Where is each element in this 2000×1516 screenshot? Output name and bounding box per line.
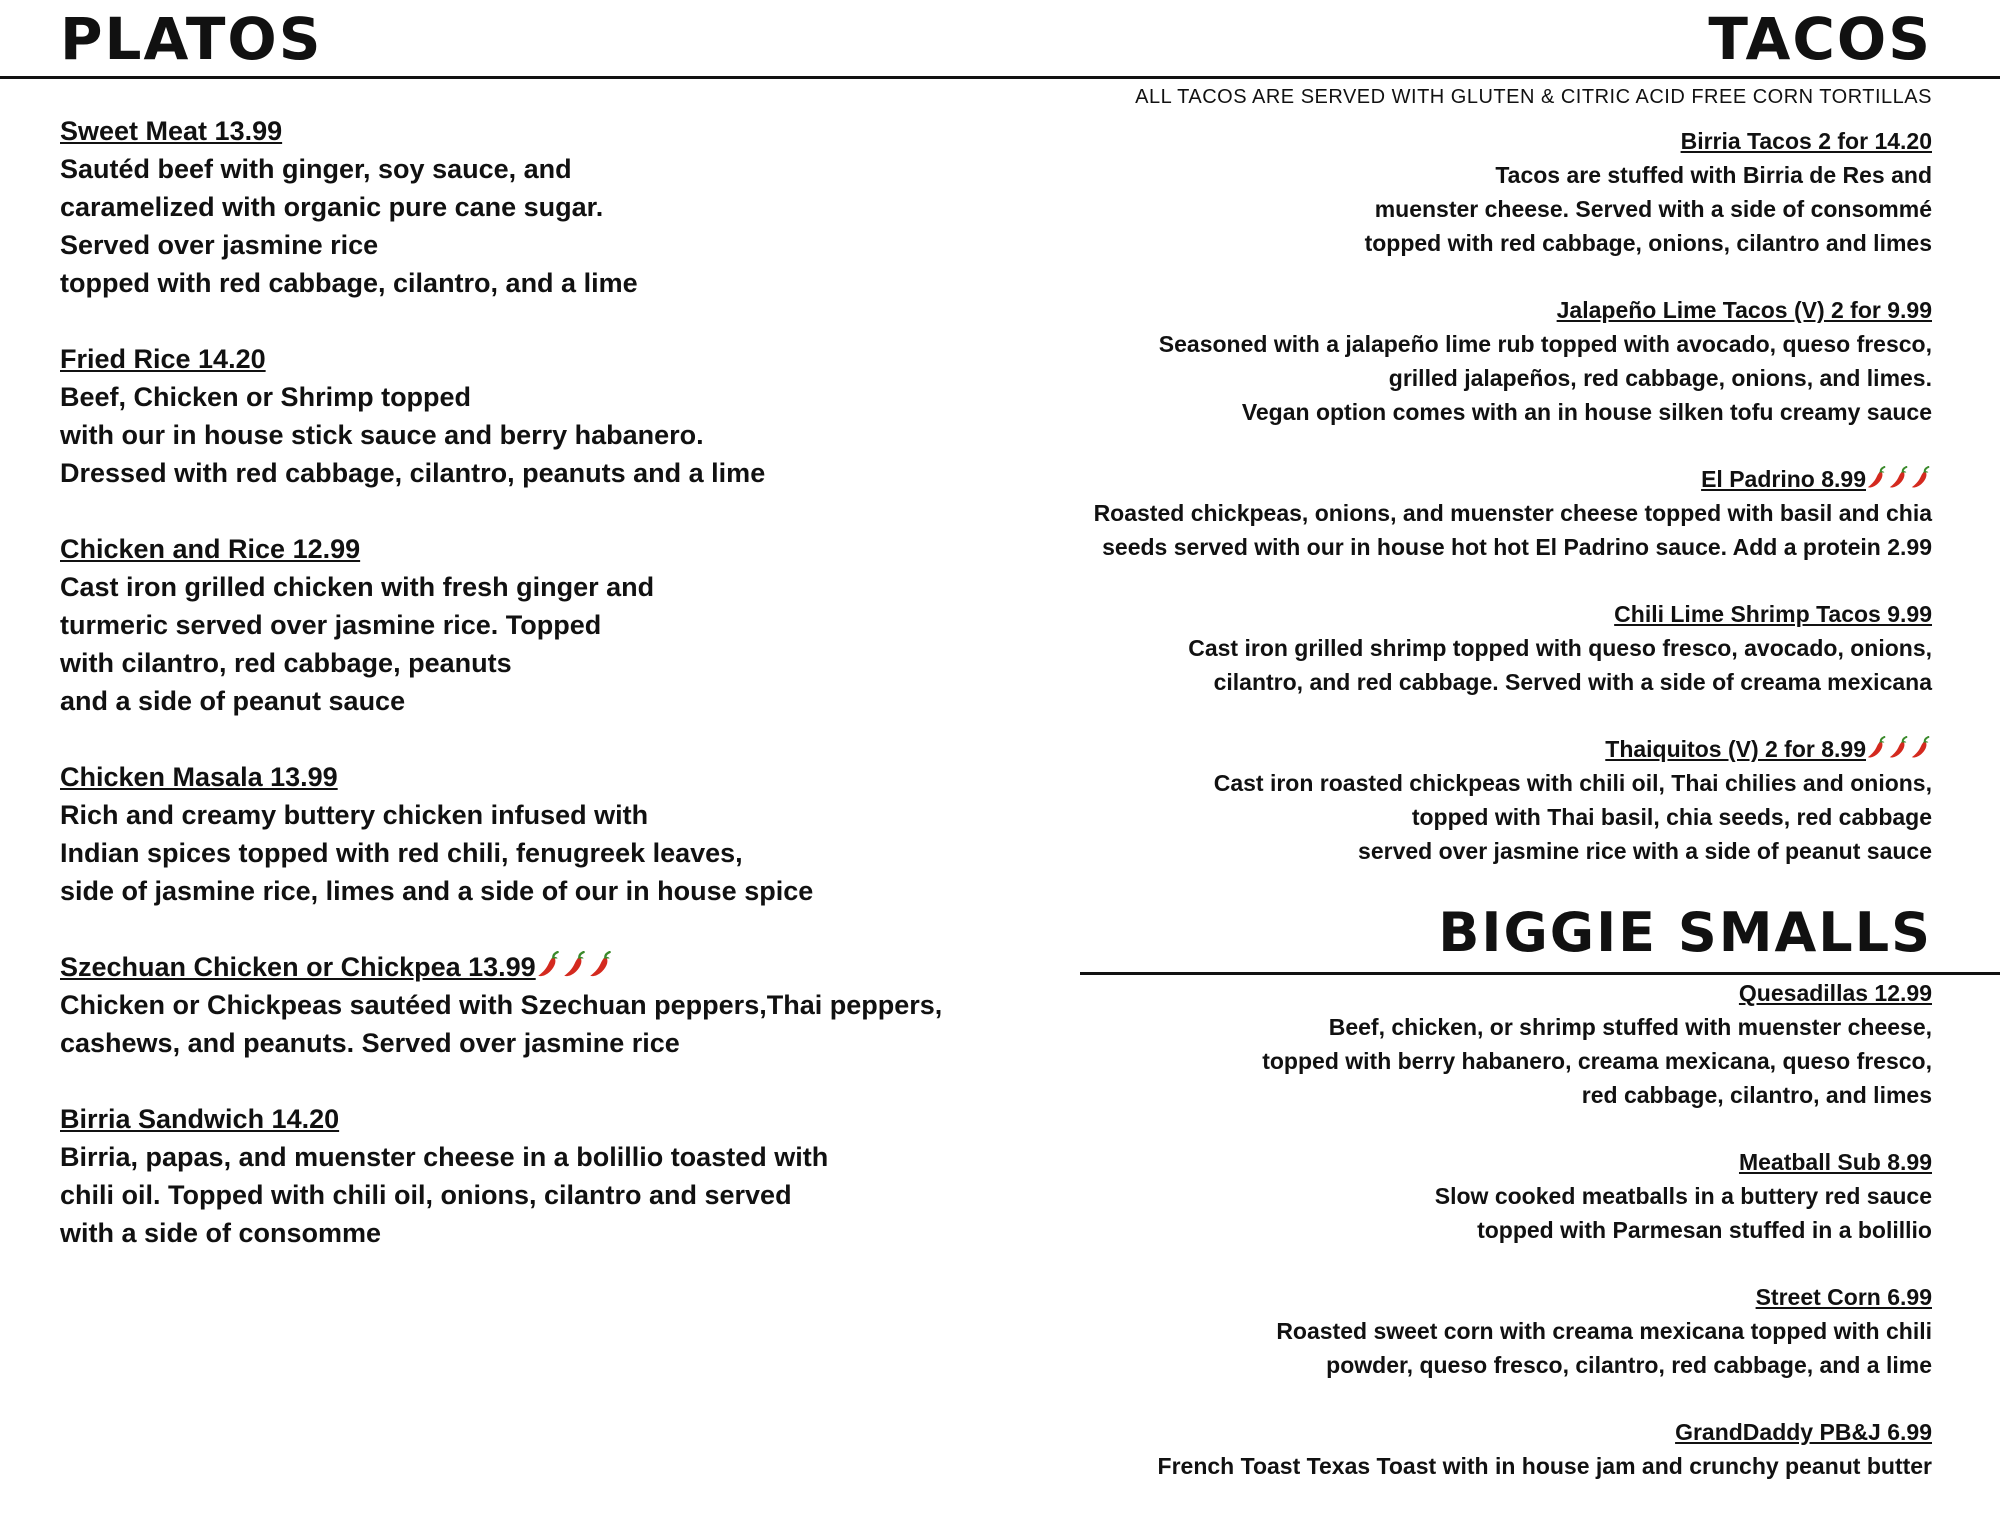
chili-pepper-icon — [562, 948, 588, 986]
item-desc-line: Dressed with red cabbage, cilantro, peanuts and a lime — [60, 458, 766, 488]
item-name: Thaiquitos (V) 2 for 8.99 — [1605, 736, 1866, 762]
item-name: Szechuan Chicken or Chickpea 13.99 — [60, 952, 536, 982]
menu-item-jalapeno-lime-tacos — [932, 293, 1932, 429]
biggie-smalls-section — [932, 976, 1932, 1516]
spicy-rating — [1866, 466, 1932, 492]
item-desc-line: Cast iron grilled chicken with fresh ginger and — [60, 572, 655, 602]
biggie-smalls-heading: BIGGIE SMALLS — [1438, 901, 1932, 964]
chili-pepper-icon — [1888, 462, 1910, 496]
chili-pepper-icon — [1888, 732, 1910, 766]
item-desc-line: Served over jasmine rice — [60, 230, 379, 260]
item-name: Meatball Sub 8.99 — [1738, 1149, 1932, 1175]
item-desc-line: Seasoned with a jalapeño lime rub topped with avocado, queso fresco, — [1158, 331, 1932, 357]
item-name: Chicken and Rice 12.99 — [60, 534, 361, 564]
item-desc-line: turmeric served over jasmine rice. Topped — [60, 610, 602, 640]
menu-item-sweet-meat — [60, 112, 1040, 302]
item-desc-line: Birria, papas, and muenster cheese in a bolillio toasted with — [60, 1142, 829, 1172]
item-desc-line: Cast iron roasted chickpeas with chili oil, Thai chilies and onions, — [1213, 770, 1932, 796]
item-desc-line: Beef, Chicken or Shrimp topped — [60, 382, 472, 412]
menu-item-street-corn — [932, 1280, 1932, 1382]
item-desc-line: side of jasmine rice, limes and a side of our in house spice — [60, 876, 814, 906]
item-desc-line: topped with red cabbage, onions, cilantro and limes — [1364, 230, 1932, 256]
item-name: Birria Sandwich 14.20 — [60, 1104, 340, 1134]
item-desc-line: with our in house stick sauce and berry habanero. — [60, 420, 704, 450]
tacos-section — [932, 124, 1932, 901]
item-name: GrandDaddy PB&J 6.99 — [1675, 1419, 1932, 1445]
item-desc-line: chili oil. Topped with chili oil, onions, cilantro and served — [60, 1180, 792, 1210]
item-desc-line: Rich and creamy buttery chicken infused with — [60, 800, 649, 830]
item-name: El Padrino 8.99 — [1701, 466, 1866, 492]
chili-pepper-icon — [1910, 462, 1932, 496]
item-desc-line: Beef, chicken, or shrimp stuffed with muenster cheese, — [1328, 1014, 1932, 1040]
item-desc-line: Slow cooked meatballs in a buttery red sauce — [1434, 1183, 1932, 1209]
chili-pepper-icon — [1866, 732, 1888, 766]
item-name: Chicken Masala 13.99 — [60, 762, 338, 792]
item-desc-line: Sautéd beef with ginger, soy sauce, and — [60, 154, 572, 184]
biggie-smalls-divider — [1080, 972, 2000, 975]
item-desc-line: powder, queso fresco, cilantro, red cabbage, and a lime — [1326, 1352, 1932, 1378]
item-desc-line: seeds served with our in house hot hot El Padrino sauce. Add a protein 2.99 — [1102, 534, 1932, 560]
item-desc-line: cilantro, and red cabbage. Served with a side of creama mexicana — [1213, 669, 1932, 695]
item-name-row — [60, 948, 1040, 986]
chili-pepper-icon — [1910, 732, 1932, 766]
chili-pepper-icon — [1866, 462, 1888, 496]
item-desc-line: Roasted chickpeas, onions, and muenster cheese topped with basil and chia — [1093, 500, 1932, 526]
menu-item-chicken-and-rice — [60, 530, 1040, 720]
item-desc-line: red cabbage, cilantro, and limes — [1581, 1082, 1932, 1108]
chili-pepper-icon — [536, 948, 562, 986]
item-desc-line: French Toast Texas Toast with in house jam and crunchy peanut butter — [1157, 1453, 1932, 1479]
item-desc-line: grilled jalapeños, red cabbage, onions, and limes. — [1388, 365, 1932, 391]
item-desc-line: caramelized with organic pure cane sugar. — [60, 192, 604, 222]
item-name: Fried Rice 14.20 — [60, 344, 266, 374]
item-name: Jalapeño Lime Tacos (V) 2 for 9.99 — [1556, 297, 1932, 323]
menu-item-birria-sandwich — [60, 1100, 1040, 1252]
item-name-row — [932, 462, 1932, 496]
item-desc-line: Tacos are stuffed with Birria de Res and — [1495, 162, 1932, 188]
menu-item-szechuan — [60, 948, 1040, 1062]
item-name: Birria Tacos 2 for 14.20 — [1680, 128, 1932, 154]
menu-item-granddaddy-pbj — [932, 1415, 1932, 1483]
item-desc-line: topped with Parmesan stuffed in a bolillio — [1477, 1217, 1932, 1243]
item-desc-line: cashews, and peanuts. Served over jasmine rice — [60, 1028, 680, 1058]
menu-item-birria-tacos — [932, 124, 1932, 260]
tacos-note: ALL TACOS ARE SERVED WITH GLUTEN & CITRIC ACID FREE CORN TORTILLAS — [1135, 86, 1932, 108]
chili-pepper-icon — [588, 948, 614, 986]
tacos-heading: TACOS — [1708, 5, 1932, 73]
item-name: Street Corn 6.99 — [1755, 1284, 1932, 1310]
item-desc-line: served over jasmine rice with a side of peanut sauce — [1358, 838, 1932, 864]
item-desc-line: muenster cheese. Served with a side of consommé — [1374, 196, 1932, 222]
menu-item-chicken-masala — [60, 758, 1040, 910]
item-desc-line: Cast iron grilled shrimp topped with queso fresco, avocado, onions, — [1188, 635, 1932, 661]
item-name: Quesadillas 12.99 — [1738, 980, 1932, 1006]
item-desc-line: Roasted sweet corn with creama mexicana topped with chili — [1276, 1318, 1932, 1344]
item-desc-line: with a side of consomme — [60, 1218, 382, 1248]
platos-section — [60, 112, 1040, 1290]
item-name: Chili Lime Shrimp Tacos 9.99 — [1614, 601, 1932, 627]
item-desc-line: topped with Thai basil, chia seeds, red cabbage — [1411, 804, 1932, 830]
menu-item-fried-rice — [60, 340, 1040, 492]
header-divider — [0, 76, 2000, 79]
item-name-row — [932, 732, 1932, 766]
item-desc-line: topped with red cabbage, cilantro, and a lime — [60, 268, 638, 298]
menu-item-chili-lime-shrimp-tacos — [932, 597, 1932, 699]
menu-item-thaiquitos — [932, 732, 1932, 868]
item-name: Sweet Meat 13.99 — [60, 116, 283, 146]
spicy-rating — [536, 952, 614, 982]
platos-heading: PLATOS — [60, 5, 323, 73]
item-desc-line: Indian spices topped with red chili, fenugreek leaves, — [60, 838, 743, 868]
item-desc-line: and a side of peanut sauce — [60, 686, 406, 716]
item-desc-line: Vegan option comes with an in house silken tofu creamy sauce — [1241, 399, 1932, 425]
menu-item-meatball-sub — [932, 1145, 1932, 1247]
item-desc-line: with cilantro, red cabbage, peanuts — [60, 648, 512, 678]
item-desc-line: Chicken or Chickpeas sautéed with Szechuan peppers,Thai peppers, — [60, 990, 943, 1020]
menu-item-el-padrino — [932, 462, 1932, 564]
spicy-rating — [1866, 736, 1932, 762]
item-desc-line: topped with berry habanero, creama mexicana, queso fresco, — [1262, 1048, 1932, 1074]
menu-item-quesadillas — [932, 976, 1932, 1112]
